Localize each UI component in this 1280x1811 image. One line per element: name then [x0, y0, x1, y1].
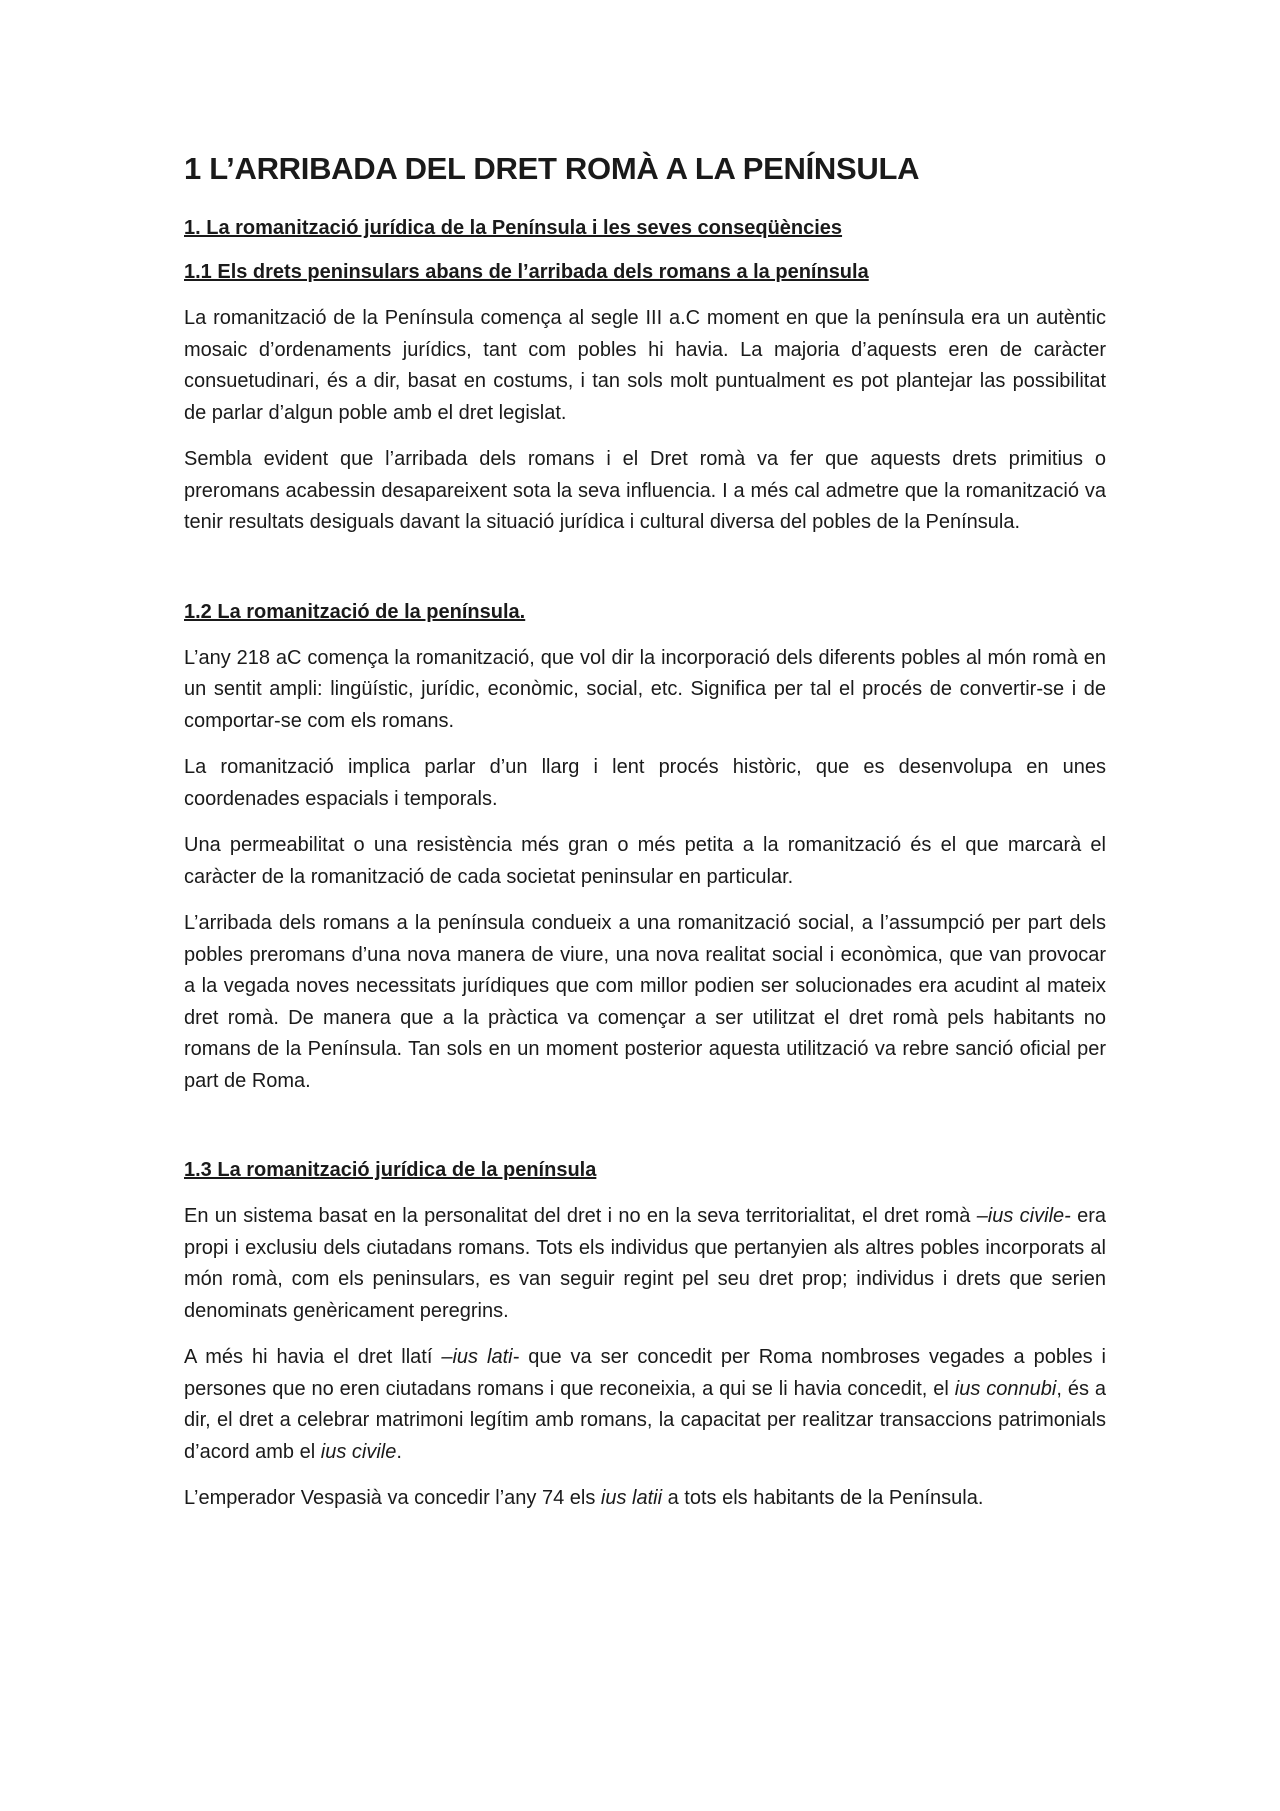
text-run: . — [396, 1440, 402, 1463]
italic-term: ius latii — [600, 1487, 663, 1510]
section-heading-1-2: 1.2 La romanització de la península. — [184, 600, 526, 623]
paragraph: Sembla evident que l’arribada dels romans i el Dret romà va fer que aquests drets primitius o preromans acabessin desapareixent sota la seva influencia. I a més cal admetre que la romanització va tenir resultats desiguals davant la situació jurídica i cultural diversa del pobles de la Península. — [184, 448, 1106, 534]
document-title: 1 L’ARRIBADA DEL DRET ROMÀ A LA PENÍNSULA — [184, 151, 920, 186]
section-heading-1-3: 1.3 La romanització jurídica de la península — [184, 1159, 597, 1182]
text-run: En un sistema basat en la personalitat del dret i no en la seva territorialitat, el dret romà — [184, 1205, 977, 1228]
text-run: L’emperador Vespasià va concedir l’any 74 els — [184, 1487, 601, 1510]
italic-term: –ius lati- — [441, 1346, 520, 1369]
spacer — [184, 1112, 1106, 1157]
paragraph: La romanització implica parlar d’un llarg i lent procés històric, que es desenvolupa en unes coordenades espacials i temporals. — [184, 756, 1106, 810]
paragraph: Una permeabilitat o una resistència més gran o més petita a la romanització és el que marcarà el caràcter de la romanització de cada societat peninsular en particular. — [184, 834, 1106, 888]
text-run: a tots els habitants de la Península. — [662, 1487, 984, 1510]
text-run: que va ser concedit per Roma nombroses vegades a pobles i persones que no eren ciutadans romans i que reconeixia, a qui se li havia concedit, el — [184, 1346, 1106, 1400]
paragraph: L’any 218 aC comença la romanització, que vol dir la incorporació dels diferents pobles al món romà en un sentit ampli: lingüístic, jurídic, econòmic, social, etc. Significa per tal el procés de convertir-se i de comportar-se com els romans. — [184, 646, 1106, 732]
paragraph — [184, 1201, 1106, 1327]
paragraph — [184, 1483, 1106, 1515]
italic-term: ius connubi — [954, 1377, 1057, 1400]
paragraph: La romanització de la Península comença al segle III a.C moment en que la península era un autèntic mosaic d’ordenaments jurídics, tant com pobles hi havia. La majoria d’aquests eren de caràcter consuetudinari, és a dir, basat en costums, i tan sols molt puntualment es pot plantejar las possibilitat de parlar d’algun poble amb el dret legislat. — [184, 307, 1106, 424]
text-run: , és a dir, el dret a celebrar matrimoni legítim amb romans, la capacitat per realitzar transaccions patrimonials d’acord amb el — [184, 1377, 1106, 1463]
text-run: A més hi havia el dret llatí — [184, 1346, 442, 1369]
paragraph — [184, 1342, 1106, 1468]
spacer — [184, 554, 1106, 599]
paragraph: L’arribada dels romans a la península condueix a una romanització social, a l’assumpció per part dels pobles preromans d’una nova manera de viure, una nova realitat social i econòmica, que van provocar a la vegada noves necessitats jurídiques que com millor podien ser solucionades era acudint al mateix dret romà. De manera que a la pràctica va començar a ser utilitzat el dret romà pels habitants no romans de la Península. Tan sols en un moment posterior aquesta utilització va rebre sanció oficial per part de Roma. — [184, 912, 1106, 1092]
text-run: era propi i exclusiu dels ciutadans romans. Tots els individus que pertanyien als altres pobles incorporats al món romà, com els peninsulars, es van seguir regint pel seu dret prop; individus i drets que serien denominats genèricament peregrins. — [184, 1205, 1107, 1322]
section-heading-1: 1. La romanització jurídica de la Península i les seves conseqüències — [184, 217, 843, 240]
document-page — [184, 150, 1106, 1530]
italic-term: –ius civile- — [976, 1205, 1071, 1228]
section-heading-1-1: 1.1 Els drets peninsulars abans de l’arribada dels romans a la península — [184, 261, 869, 284]
italic-term: ius civile — [320, 1440, 397, 1463]
